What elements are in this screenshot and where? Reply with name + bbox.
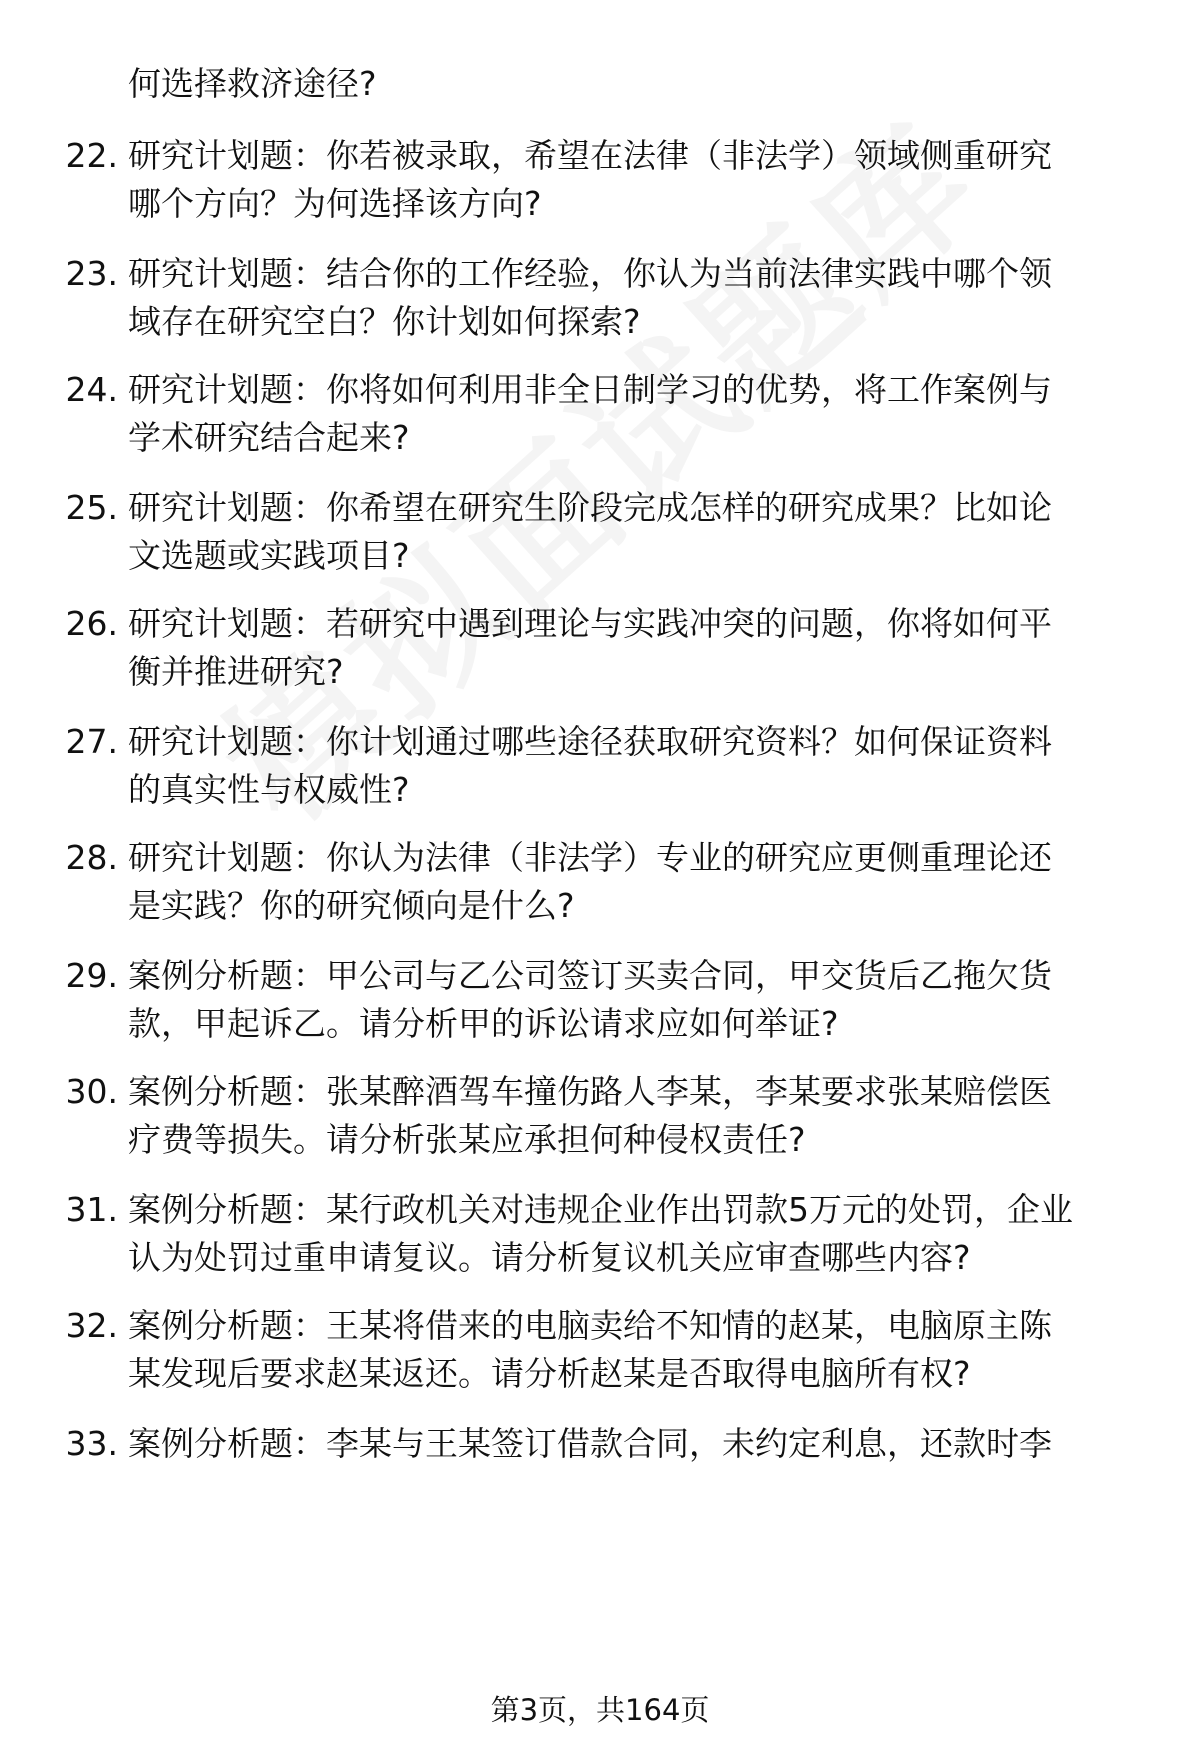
item-text (128, 484, 1168, 580)
item-text-line: 研究计划题：你将如何利用非全日制学习的优势，将工作案例与 (128, 370, 1052, 409)
item-text-line: 是实践？你的研究倾向是什么? (128, 886, 575, 925)
list-item (0, 1186, 1200, 1286)
list-item (0, 600, 1200, 700)
item-text (128, 1302, 1168, 1398)
item-text-line: 疗费等损失。请分析张某应承担何种侵权责任? (128, 1120, 806, 1159)
item-text-line: 衡并推进研究? (128, 652, 344, 691)
item-number: 30. (65, 1072, 118, 1111)
item-number: 33. (65, 1424, 118, 1463)
item-number: 26. (65, 604, 118, 643)
item-number: 29. (65, 956, 118, 995)
item-text-line: 案例分析题：李某与王某签订借款合同，未约定利息，还款时李 (128, 1424, 1052, 1463)
item-text-line: 案例分析题：张某醉酒驾车撞伤路人李某，李某要求张某赔偿医 (128, 1072, 1052, 1111)
item-text-line: 研究计划题：你希望在研究生阶段完成怎样的研究成果？比如论 (128, 488, 1052, 527)
list-item (0, 1068, 1200, 1168)
item-text-line: 款，甲起诉乙。请分析甲的诉讼请求应如何举证? (128, 1004, 839, 1043)
item-number: 32. (65, 1306, 118, 1345)
item-number: 31. (65, 1190, 118, 1229)
item-text-line: 研究计划题：你若被录取，希望在法律（非法学）领域侧重研究 (128, 136, 1052, 175)
item-number: 27. (65, 722, 118, 761)
item-text-line: 研究计划题：你认为法律（非法学）专业的研究应更侧重理论还 (128, 838, 1052, 877)
item-number: 25. (65, 488, 118, 527)
item-text-line: 的真实性与权威性? (128, 770, 410, 809)
item-text (128, 1420, 1168, 1468)
item-text-line: 域存在研究空白？你计划如何探索? (128, 302, 641, 341)
page-footer: 第3页，共164页 (490, 1693, 710, 1727)
item-text (128, 250, 1168, 346)
list-item (0, 718, 1200, 818)
item-number: 28. (65, 838, 118, 877)
item-text-line: 认为处罚过重申请复议。请分析复议机关应审查哪些内容? (128, 1238, 971, 1277)
item-text (128, 1068, 1168, 1164)
item-text (128, 718, 1168, 814)
item-text-line: 某发现后要求赵某返还。请分析赵某是否取得电脑所有权? (128, 1354, 971, 1393)
list-item (0, 132, 1200, 232)
continuation-line: 何选择救济途径? (128, 64, 377, 103)
list-item (0, 834, 1200, 934)
list-item (0, 1420, 1200, 1520)
item-text (128, 366, 1168, 462)
item-text (128, 132, 1168, 228)
item-number: 24. (65, 370, 118, 409)
item-text-line: 研究计划题：结合你的工作经验，你认为当前法律实践中哪个领 (128, 254, 1052, 293)
list-item (0, 250, 1200, 350)
item-text-line: 案例分析题：甲公司与乙公司签订买卖合同，甲交货后乙拖欠货 (128, 956, 1052, 995)
item-text-line: 研究计划题：你计划通过哪些途径获取研究资料？如何保证资料 (128, 722, 1052, 761)
item-text-line: 哪个方向？为何选择该方向? (128, 184, 542, 223)
item-number: 22. (65, 136, 118, 175)
item-text-line: 研究计划题：若研究中遇到理论与实践冲突的问题，你将如何平 (128, 604, 1052, 643)
item-text-line: 学术研究结合起来? (128, 418, 410, 457)
item-number: 23. (65, 254, 118, 293)
item-text-line: 案例分析题：王某将借来的电脑卖给不知情的赵某，电脑原主陈 (128, 1306, 1052, 1345)
list-item (0, 366, 1200, 466)
item-text-line: 案例分析题：某行政机关对违规企业作出罚款5万元的处罚，企业 (128, 1190, 1073, 1229)
item-text (128, 952, 1168, 1048)
list-item (0, 952, 1200, 1052)
item-text (128, 1186, 1168, 1282)
item-text (128, 834, 1168, 930)
item-text (128, 600, 1168, 696)
item-text-line: 文选题或实践项目? (128, 536, 410, 575)
list-item (0, 484, 1200, 584)
list-item (0, 1302, 1200, 1402)
